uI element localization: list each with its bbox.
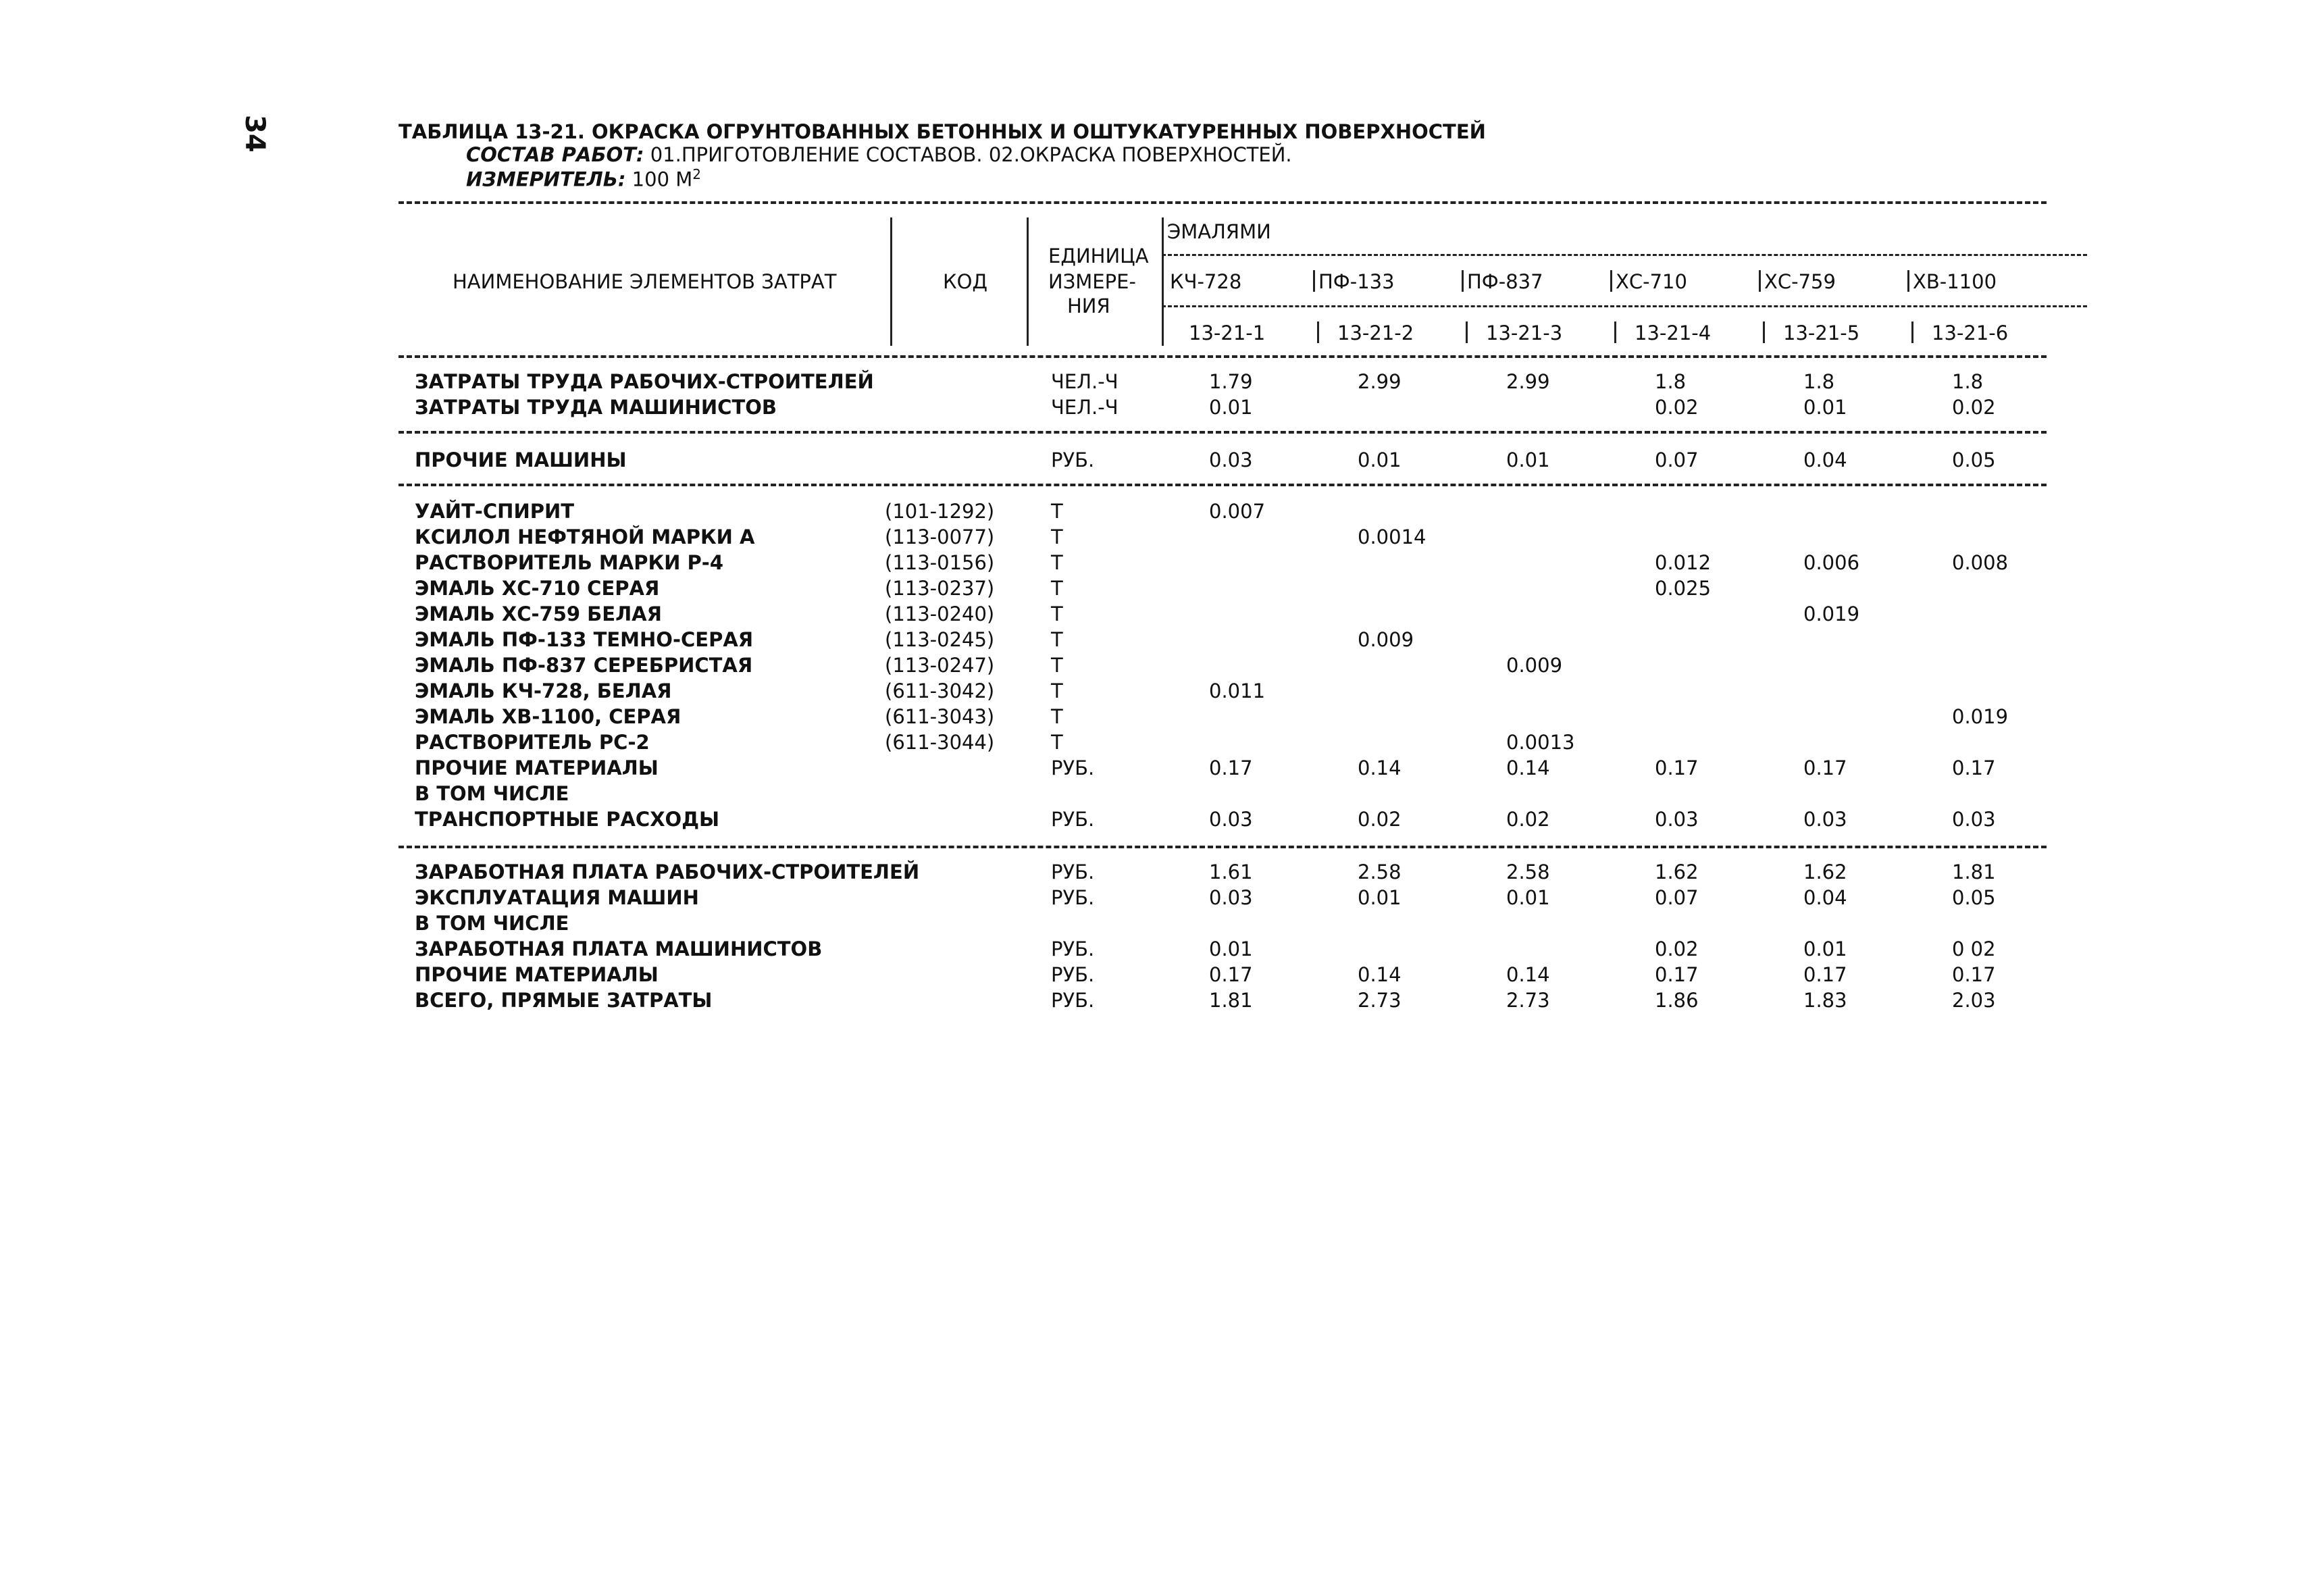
row-code: (113-0245) [885,628,995,651]
header-divider [1610,270,1612,292]
header-divider [1162,217,1164,346]
table-row [0,860,2314,886]
row-name: ЗАТРАТЫ ТРУДА РАБОЧИХ-СТРОИТЕЛЕЙ [415,370,874,393]
row-name: ЭМАЛЬ ПФ-837 СЕРЕБРИСТАЯ [415,654,753,677]
row-value: 1.62 [1803,860,1847,883]
row-value: 0.01 [1209,937,1253,960]
row-value: 0.02 [1506,808,1550,831]
row-name: ЭМАЛЬ ХС-710 СЕРАЯ [415,577,660,600]
header-divider [1466,321,1468,343]
row-code: (611-3042) [885,679,995,702]
measurement-unit-superscript: 2 [692,166,701,182]
table-row [0,705,2314,731]
row-unit: Т [1051,551,1063,574]
row-unit: Т [1051,731,1063,754]
row-unit: РУБ. [1051,448,1095,471]
column-header-material: ХВ-1100 [1913,270,1997,293]
row-name: ТРАНСПОРТНЫЕ РАСХОДЫ [415,808,720,831]
row-name: ПРОЧИЕ МАТЕРИАЛЫ [415,756,659,779]
row-value: 0.14 [1358,756,1402,779]
table-row [0,756,2314,782]
row-value: 0.01 [1803,937,1847,960]
row-value: 2.58 [1358,860,1402,883]
measurement-unit-text: 100 М [632,168,693,191]
table-row [0,782,2314,808]
row-value: 1.86 [1655,989,1699,1012]
header-bottom-rule [398,355,2047,358]
row-unit: ЧЕЛ.-Ч [1051,396,1119,419]
header-divider [1462,270,1464,292]
row-value: 0.03 [1803,808,1847,831]
work-composition-text: 01.ПРИГОТОВЛЕНИЕ СОСТАВОВ. 02.ОКРАСКА ПОВЕРХНОСТЕЙ. [650,143,1292,166]
header-rule [1162,254,2087,256]
column-header-code-number: 13-21-5 [1783,321,1860,344]
table-row [0,731,2314,756]
row-unit: Т [1051,705,1063,728]
row-value: 0.17 [1655,756,1699,779]
row-code: (113-0247) [885,654,995,677]
row-name: ПРОЧИЕ МАШИНЫ [415,448,627,471]
row-unit: Т [1051,500,1063,523]
row-name: В ТОМ ЧИСЛЕ [415,782,569,805]
row-unit: РУБ. [1051,756,1095,779]
table-row [0,679,2314,705]
row-name: РАСТВОРИТЕЛЬ РС-2 [415,731,650,754]
row-unit: РУБ. [1051,860,1095,883]
row-value: 0.01 [1506,448,1550,471]
row-code: (113-0240) [885,602,995,625]
column-header-material: КЧ-728 [1170,270,1242,293]
row-unit: РУБ. [1051,937,1095,960]
work-composition-label: СОСТАВ РАБОТ: [466,143,644,166]
table-row [0,808,2314,833]
column-header-material: ПФ-133 [1318,270,1395,293]
row-value: 0.0014 [1358,525,1426,548]
column-header-name: НАИМЕНОВАНИЕ ЭЛЕМЕНТОВ ЗАТРАТ [453,270,837,293]
row-value: 0.01 [1209,396,1253,419]
row-name: ЭКСПЛУАТАЦИЯ МАШИН [415,886,699,909]
table-row [0,654,2314,679]
row-value: 0.01 [1358,886,1402,909]
row-value: 0.006 [1803,551,1860,574]
row-value: 0.02 [1358,808,1402,831]
row-value: 0.0013 [1506,731,1575,754]
column-header-material: ПФ-837 [1467,270,1543,293]
section-rule [398,484,2047,486]
row-unit: Т [1051,628,1063,651]
row-value: 0.17 [1803,756,1847,779]
row-value: 1.81 [1952,860,1996,883]
row-value: 0.009 [1506,654,1563,677]
header-divider [1317,321,1319,343]
row-name: В ТОМ ЧИСЛЕ [415,912,569,935]
row-name: ВСЕГО, ПРЯМЫЕ ЗАТРАТЫ [415,989,713,1012]
row-name: ЗАРАБОТНАЯ ПЛАТА МАШИНИСТОВ [415,937,823,960]
row-value: 0.07 [1655,448,1699,471]
column-header-unit-line2: ИЗМЕРЕ- [1048,270,1136,293]
row-code: (113-0077) [885,525,995,548]
header-divider [1763,321,1765,343]
column-header-code-number: 13-21-1 [1189,321,1266,344]
column-header-unit-line1: ЕДИНИЦА [1048,244,1149,267]
row-code: (113-0156) [885,551,995,574]
column-header-code-number: 13-21-4 [1635,321,1712,344]
column-header-unit-line3: НИЯ [1067,294,1110,317]
row-unit: Т [1051,679,1063,702]
row-unit: ЧЕЛ.-Ч [1051,370,1119,393]
row-value: 0.007 [1209,500,1266,523]
row-value: 0.02 [1655,396,1699,419]
row-value: 0.019 [1952,705,2009,728]
row-value: 0.17 [1952,756,1996,779]
table-row [0,912,2314,937]
row-value: 1.8 [1655,370,1687,393]
table-row [0,628,2314,654]
row-value: 2.99 [1358,370,1402,393]
header-divider [1907,270,1909,292]
row-value: 0 02 [1952,937,1996,960]
row-value: 0.03 [1952,808,1996,831]
measurement-unit-label: ИЗМЕРИТЕЛЬ: [466,168,626,191]
header-divider [1313,270,1315,292]
row-value: 0.03 [1209,808,1253,831]
row-value: 1.62 [1655,860,1699,883]
row-value: 0.04 [1803,886,1847,909]
row-value: 2.73 [1358,989,1402,1012]
row-value: 0.07 [1655,886,1699,909]
row-value: 0.17 [1209,756,1253,779]
row-value: 0.05 [1952,886,1996,909]
row-value: 0.04 [1803,448,1847,471]
table-top-rule [398,201,2047,204]
table-row [0,937,2314,963]
row-code: (101-1292) [885,500,995,523]
row-value: 1.81 [1209,989,1253,1012]
row-value: 0.17 [1952,963,1996,986]
row-value: 0.17 [1803,963,1847,986]
row-unit: Т [1051,602,1063,625]
row-unit: РУБ. [1051,886,1095,909]
column-header-material: ХС-710 [1616,270,1687,293]
row-name: ЗАТРАТЫ ТРУДА МАШИНИСТОВ [415,396,777,419]
row-unit: РУБ. [1051,963,1095,986]
column-header-code-number: 13-21-2 [1337,321,1414,344]
row-value: 2.73 [1506,989,1550,1012]
column-header-code-number: 13-21-3 [1486,321,1563,344]
table-row [0,577,2314,602]
row-value: 0.03 [1655,808,1699,831]
row-name: РАСТВОРИТЕЛЬ МАРКИ Р-4 [415,551,724,574]
row-name: УАЙТ-СПИРИТ [415,500,575,523]
row-value: 0.025 [1655,577,1712,600]
row-value: 2.58 [1506,860,1550,883]
row-value: 0.03 [1209,448,1253,471]
row-code: (611-3044) [885,731,995,754]
row-value: 2.99 [1506,370,1550,393]
row-value: 0.009 [1358,628,1414,651]
table-row [0,602,2314,628]
row-unit: Т [1051,577,1063,600]
row-value: 0.02 [1655,937,1699,960]
row-name: ЭМАЛЬ ПФ-133 ТЕМНО-СЕРАЯ [415,628,754,651]
section-rule [398,431,2047,434]
row-code: (611-3043) [885,705,995,728]
header-divider [1759,270,1761,292]
row-unit: РУБ. [1051,989,1095,1012]
header-divider [1614,321,1616,343]
header-divider [1027,217,1029,346]
page-number: 34 [239,115,270,153]
row-value: 0.17 [1209,963,1253,986]
row-unit: Т [1051,525,1063,548]
row-value: 0.03 [1209,886,1253,909]
table-row [0,525,2314,551]
row-value: 0.14 [1506,756,1550,779]
header-divider [1911,321,1913,343]
table-row [0,551,2314,577]
row-value: 0.008 [1952,551,2009,574]
row-unit: РУБ. [1051,808,1095,831]
table-row [0,448,2314,474]
row-unit: Т [1051,654,1063,677]
row-value: 0.01 [1358,448,1402,471]
header-divider [890,217,892,346]
section-rule [398,846,2047,848]
table-row [0,963,2314,989]
row-value: 0.012 [1655,551,1712,574]
row-name: ПРОЧИЕ МАТЕРИАЛЫ [415,963,659,986]
header-rule [1162,305,2087,307]
row-value: 1.8 [1803,370,1835,393]
table-title: ТАБЛИЦА 13-21. ОКРАСКА ОГРУНТОВАННЫХ БЕТОННЫХ И ОШТУКАТУРЕННЫХ ПОВЕРХНОСТЕЙ [398,120,1486,143]
row-name: ЭМАЛЬ КЧ-728, БЕЛАЯ [415,679,672,702]
row-value: 0.01 [1803,396,1847,419]
table-row [0,886,2314,912]
row-value: 1.83 [1803,989,1847,1012]
row-value: 0.02 [1952,396,1996,419]
row-code: (113-0237) [885,577,995,600]
row-name: КСИЛОЛ НЕФТЯНОЙ МАРКИ А [415,525,755,548]
table-row [0,396,2314,421]
row-value: 2.03 [1952,989,1996,1012]
column-header-code-number: 13-21-6 [1932,321,2009,344]
row-value: 1.61 [1209,860,1253,883]
row-value: 0.17 [1655,963,1699,986]
row-name: ЭМАЛЬ ХС-759 БЕЛАЯ [415,602,662,625]
row-value: 0.01 [1506,886,1550,909]
row-value: 0.05 [1952,448,1996,471]
table-row [0,370,2314,396]
table-row [0,989,2314,1014]
row-name: ЗАРАБОТНАЯ ПЛАТА РАБОЧИХ-СТРОИТЕЛЕЙ [415,860,920,883]
row-name: ЭМАЛЬ ХВ-1100, СЕРАЯ [415,705,682,728]
row-value: 1.79 [1209,370,1253,393]
work-composition [466,143,1292,166]
row-value: 0.011 [1209,679,1266,702]
group-heading: ЭМАЛЯМИ [1167,220,1271,243]
column-header-material: ХС-759 [1764,270,1836,293]
row-value: 1.8 [1952,370,1984,393]
row-value: 0.14 [1506,963,1550,986]
table-row [0,500,2314,525]
row-value: 0.14 [1358,963,1402,986]
measurement-unit [466,166,701,191]
row-value: 0.019 [1803,602,1860,625]
column-header-code: КОД [943,270,988,293]
